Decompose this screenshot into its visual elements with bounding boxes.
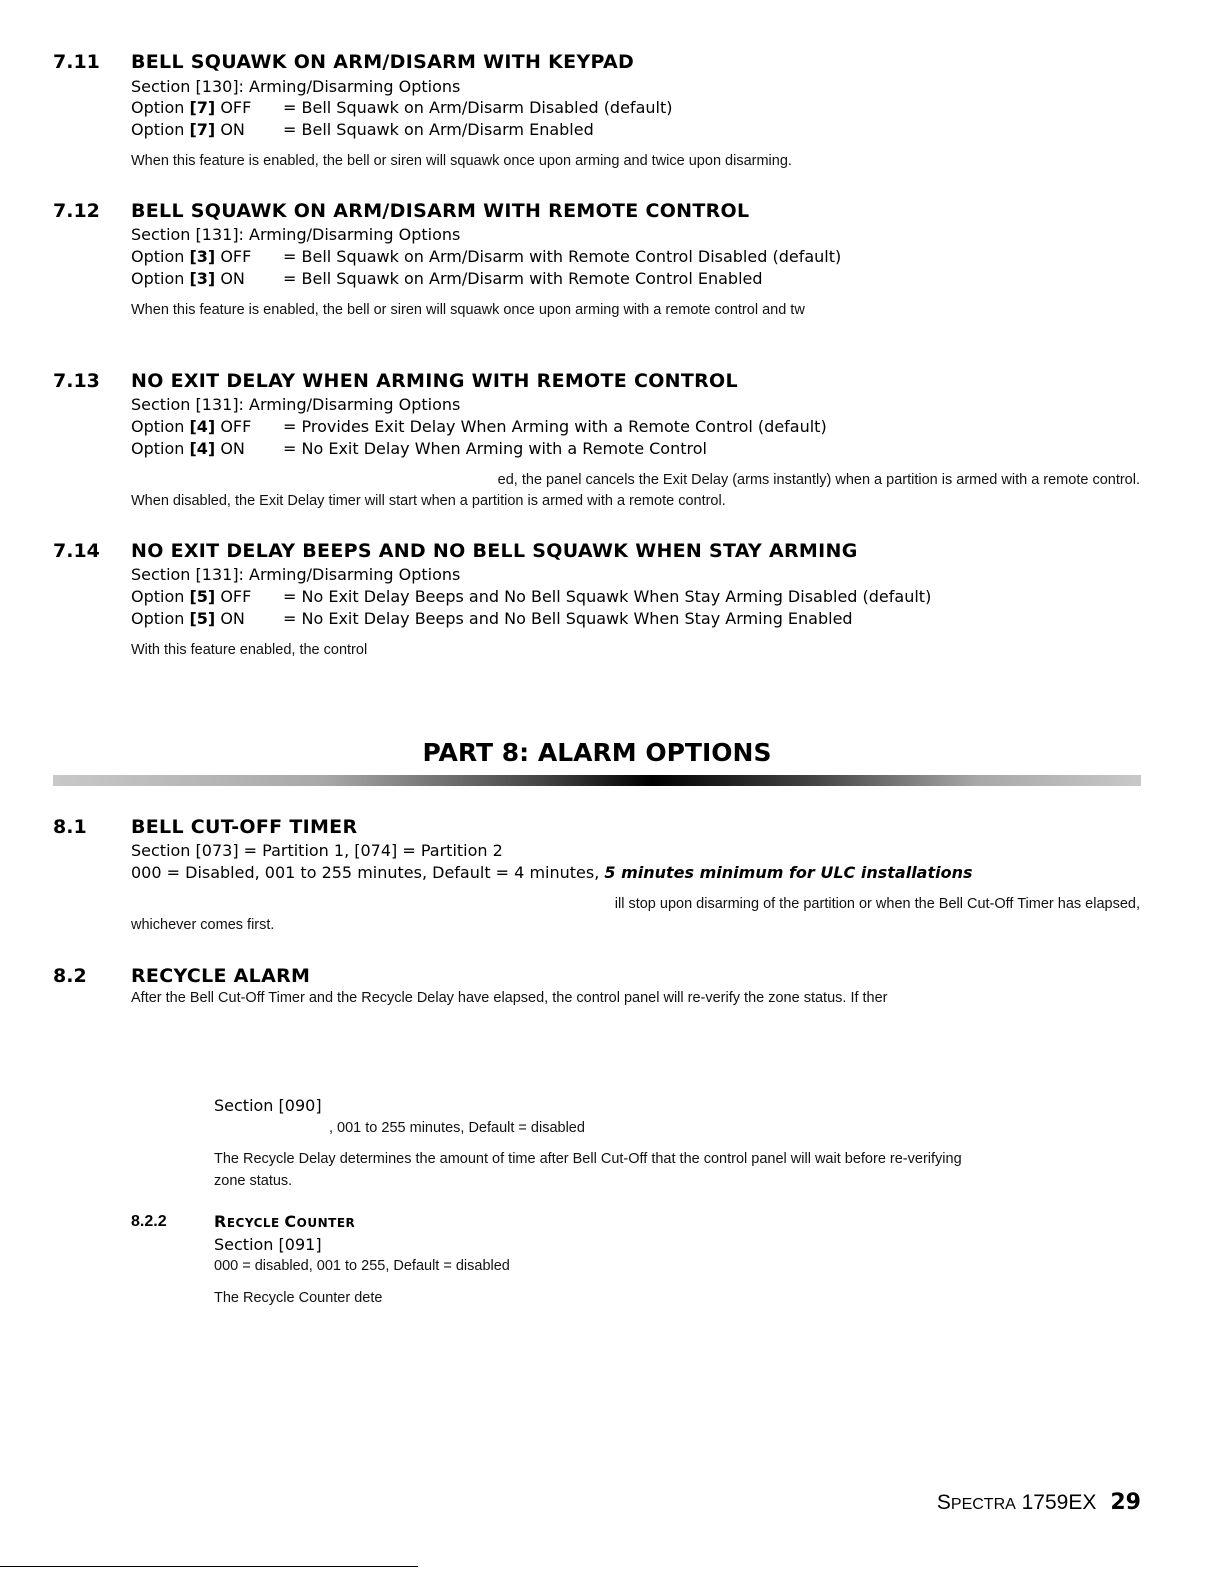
section-number: 8.2 xyxy=(53,965,87,987)
option-off-line: Option [3] OFF = Bell Squawk on Arm/Disarm with Remote Control Disabled (default) xyxy=(131,247,842,266)
option-on-line: Option [3] ON = Bell Squawk on Arm/Disarm with Remote Control Enabled xyxy=(131,269,763,288)
section-title: NO EXIT DELAY WHEN ARMING WITH REMOTE CONTROL xyxy=(131,370,738,392)
subsection-reference: Section [090] xyxy=(214,1096,322,1115)
section-body-line-2: whichever comes first. xyxy=(131,917,275,933)
section-reference: Section [131]: Arming/Disarming Options xyxy=(131,395,461,414)
option-on-line: Option [7] ON = Bell Squawk on Arm/Disarm Enabled xyxy=(131,120,594,139)
section-reference: Section [073] = Partition 1, [074] = Partition 2 xyxy=(131,841,503,860)
subsection-body: The Recycle Counter dete xyxy=(214,1290,383,1306)
section-body-line-1: ed, the panel cancels the Exit Delay (arms instantly) when a partition is armed with a remote control. xyxy=(497,472,1140,488)
section-number: 7.14 xyxy=(53,540,100,562)
section-body: With this feature enabled, the control xyxy=(131,642,368,658)
subsection-values: 000 = disabled, 001 to 255, Default = disabled xyxy=(214,1258,510,1274)
page-number: 29 xyxy=(1110,1490,1141,1515)
part-heading: PART 8: ALARM OPTIONS xyxy=(422,738,772,767)
section-title: BELL SQUAWK ON ARM/DISARM WITH KEYPAD xyxy=(131,51,635,73)
subsection-reference: Section [091] xyxy=(214,1235,322,1254)
ulc-note: 5 minutes minimum for ULC installations xyxy=(604,863,973,882)
section-body: When this feature is enabled, the bell or siren will squawk once upon arming with a remote control and tw xyxy=(131,302,805,318)
product-name: SPECTRA 1759EX xyxy=(936,1491,1097,1514)
section-title: BELL CUT-OFF TIMER xyxy=(131,816,358,838)
section-number: 7.12 xyxy=(53,200,100,222)
subsection-body-line-2: zone status. xyxy=(214,1173,293,1189)
option-off-line: Option [5] OFF = No Exit Delay Beeps and No Bell Squawk When Stay Arming Disabled (default) xyxy=(131,587,932,606)
section-number: 7.11 xyxy=(53,51,100,73)
section-reference: Section [130]: Arming/Disarming Options xyxy=(131,77,461,96)
subsection-body-line-1: The Recycle Delay determines the amount of time after Bell Cut-Off that the control panel will wait before re-verifying xyxy=(214,1151,962,1167)
option-on-line: Option [4] ON = No Exit Delay When Arming with a Remote Control xyxy=(131,439,707,458)
option-on-line: Option [5] ON = No Exit Delay Beeps and No Bell Squawk When Stay Arming Enabled xyxy=(131,609,853,628)
option-off-line: Option [7] OFF = Bell Squawk on Arm/Disarm Disabled (default) xyxy=(131,98,673,117)
page-footer xyxy=(937,1490,1141,1515)
value-range: 000 = Disabled, 001 to 255 minutes, Default = 4 minutes, 5 minutes minimum for ULC installations xyxy=(131,863,973,882)
section-number: 7.13 xyxy=(53,370,100,392)
section-number: 8.1 xyxy=(53,816,87,838)
subsection-number: 8.2.2 xyxy=(131,1213,167,1230)
subsection-title: RECYCLE COUNTER xyxy=(214,1212,356,1231)
section-body: When this feature is enabled, the bell or siren will squawk once upon arming and twice upon disarming. xyxy=(131,153,792,169)
bottom-rule xyxy=(0,1566,418,1567)
section-reference: Section [131]: Arming/Disarming Options xyxy=(131,225,461,244)
subsection-values: , 001 to 255 minutes, Default = disabled xyxy=(329,1120,585,1136)
section-body: After the Bell Cut-Off Timer and the Recycle Delay have elapsed, the control panel will re-verify the zone status. If ther xyxy=(131,990,888,1006)
section-body-line-2: When disabled, the Exit Delay timer will start when a partition is armed with a remote control. xyxy=(131,493,726,509)
section-title: RECYCLE ALARM xyxy=(131,965,311,987)
section-body-line-1: ill stop upon disarming of the partition or when the Bell Cut-Off Timer has elapsed, xyxy=(614,896,1140,912)
section-reference: Section [131]: Arming/Disarming Options xyxy=(131,565,461,584)
option-off-line: Option [4] OFF = Provides Exit Delay When Arming with a Remote Control (default) xyxy=(131,417,827,436)
part-divider xyxy=(53,775,1141,786)
section-title: NO EXIT DELAY BEEPS AND NO BELL SQUAWK WHEN STAY ARMING xyxy=(131,540,858,562)
section-title: BELL SQUAWK ON ARM/DISARM WITH REMOTE CONTROL xyxy=(131,200,750,222)
